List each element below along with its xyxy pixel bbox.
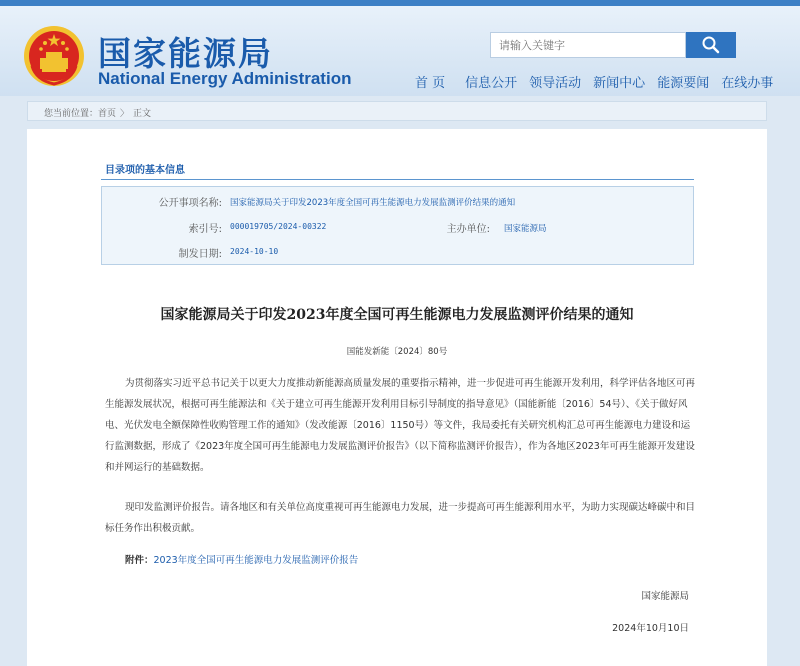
main-content (27, 129, 767, 666)
search-icon (701, 35, 721, 55)
document-number: 国能发新能〔2024〕80号 (346, 347, 448, 357)
meta-divider (101, 179, 694, 180)
meta-title-value: 国家能源局关于印发2023年度全国可再生能源电力发展监测评价结果的通知 (230, 198, 516, 208)
breadcrumb-home-link[interactable]: 首页 (98, 109, 117, 119)
meta-heading: 目录项的基本信息 (105, 165, 185, 176)
breadcrumb-current: 正文 (133, 109, 152, 119)
attachment-link[interactable]: 2023年度全国可再生能源电力发展监测评价报告 (153, 555, 359, 566)
document-issuer: 国家能源局 (641, 591, 689, 602)
meta-title-label: 公开事项名称: (158, 198, 222, 209)
breadcrumb-prefix: 您当前位置： (44, 109, 99, 119)
attachment (125, 552, 358, 566)
national-emblem-icon (22, 24, 86, 88)
document-paragraph-1: 为贯彻落实习近平总书记关于以更大力度推动新能源高质量发展的重要指示精神，进一步促进可再生能源开发利用，科学评估各地区可再生能源发展状况，根据可再生能源法和《关于建立可再生能源开发利用目标引导制度的指导意见》（国能新能〔2016〕54号）、《关于做好风电、光伏发电全额保障性收购管理工作的通知》（发改能源〔2016〕1150号）等文件，我局委托有关研究机构汇总可再生能源电力建设和运行监测数据，形成了《2023年度全国可再生能源电力发展监测评价报告》（以下简称监测评价报告），作为各地区2023年可再生能源开发建设和并网运行的基础数据。 (105, 378, 696, 473)
meta-org-label: 主办单位: (446, 224, 490, 235)
main-nav (415, 72, 785, 91)
meta-index-label: 索引号: (188, 224, 222, 235)
meta-info-box (101, 186, 694, 265)
site-title-cn[interactable]: 国家能源局 (98, 34, 273, 73)
meta-date-value: 2024-10-10 (230, 247, 279, 256)
breadcrumb (27, 101, 767, 121)
nav-item-online-services[interactable]: 在线办事 (721, 76, 774, 91)
document-title: 国家能源局关于印发2023年度全国可再生能源电力发展监测评价结果的通知 (160, 307, 634, 323)
nav-item-leadership[interactable]: 领导活动 (529, 76, 582, 91)
nav-item-home[interactable]: 首 页 (415, 76, 446, 91)
document-date: 2024年10月10日 (612, 623, 689, 634)
search-input[interactable] (490, 32, 686, 58)
meta-org-value: 国家能源局 (504, 224, 547, 234)
nav-item-info-disclosure[interactable]: 信息公开 (465, 76, 518, 91)
site-title-en[interactable]: National Energy Administration (98, 69, 352, 88)
nav-item-energy-news[interactable]: 能源要闻 (657, 76, 710, 91)
attachment-label: 附件： (125, 555, 154, 566)
meta-index-value: 000019705/2024-00322 (230, 222, 327, 231)
site-header (0, 6, 800, 96)
meta-date-label: 制发日期: (178, 249, 222, 260)
nav-item-news-center[interactable]: 新闻中心 (593, 76, 646, 91)
breadcrumb-separator: 〉 (120, 109, 130, 119)
document-paragraph-2: 现印发监测评价报告。请各地区和有关单位高度重视可再生能源电力发展，进一步提高可再生能源利用水平，为助力实现碳达峰碳中和目标任务作出积极贡献。 (105, 502, 696, 534)
search-button[interactable] (686, 32, 736, 58)
